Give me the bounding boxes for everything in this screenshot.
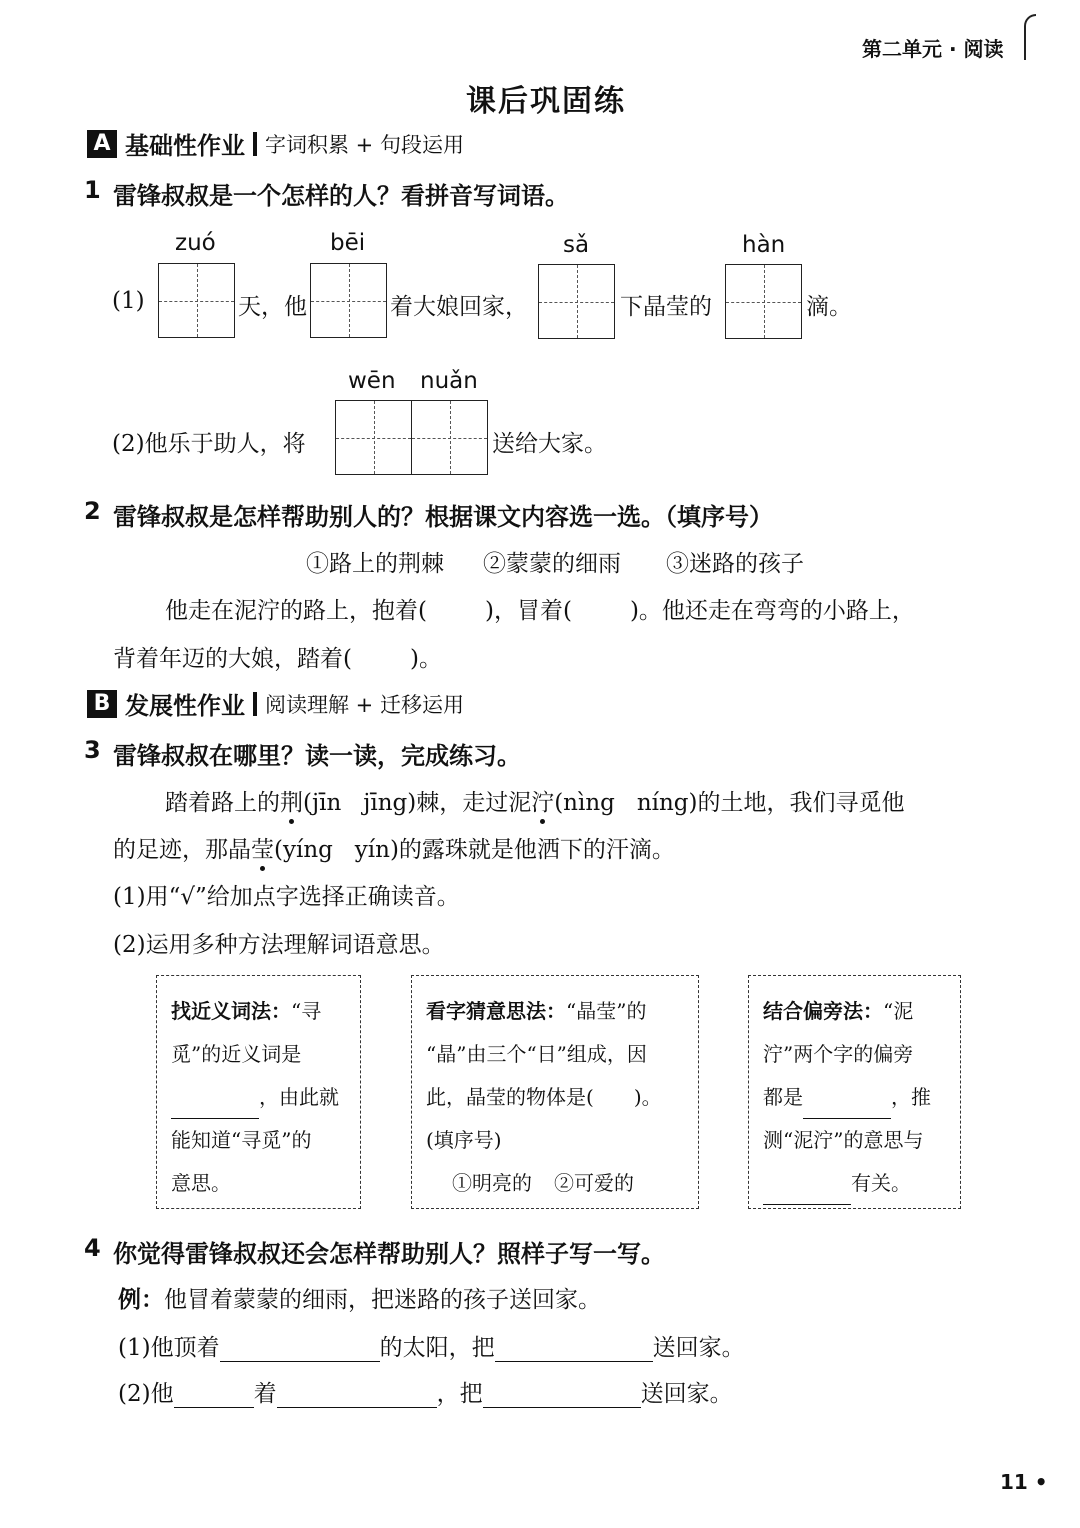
q3-number: 3 — [84, 736, 101, 764]
box3-blank-1[interactable] — [803, 1094, 891, 1119]
q2-line2-a: 背着年迈的大娘，踏着( — [113, 646, 352, 672]
method-box-guess — [411, 975, 699, 1209]
box3-l3b: ，推 — [891, 1085, 931, 1109]
q4-number: 4 — [84, 1234, 101, 1262]
section-b-sub: 阅读理解 + 迁移运用 — [265, 692, 464, 717]
q4-blank-3[interactable] — [174, 1383, 254, 1408]
q1-part2-label: (2)他乐于助人，将 — [112, 431, 306, 457]
q1-pinyin-4: hàn — [742, 232, 786, 258]
box3-l1: “泥 — [883, 999, 914, 1023]
q2-option-2: ②蒙蒙的细雨 — [483, 551, 621, 577]
q1-part1-label: (1) — [112, 288, 145, 314]
q1-pinyin-1: zuó — [175, 230, 216, 256]
q1-part1-text-3: 下晶莹的 — [620, 294, 712, 320]
q4-text: 你觉得雷锋叔叔还会怎样帮助别人？照样子写一写。 — [113, 1240, 665, 1268]
q3-passage1-a: 踏着路上的 — [165, 790, 280, 816]
corner-decoration — [1024, 14, 1036, 60]
q1-answer-box-1[interactable] — [158, 263, 235, 338]
box3-title: 结合偏旁法： — [763, 999, 883, 1023]
q1-part1-text-2: 着大娘回家， — [390, 294, 528, 320]
section-b-badge: B — [87, 690, 117, 718]
q3-passage1-b[interactable]: (jīn jīng)棘，走过泥 — [303, 790, 532, 816]
q1-pinyin-3: sǎ — [563, 232, 590, 258]
box1-l3: ，由此就 — [259, 1085, 339, 1109]
box3-l4: 测“泥泞”的意思与 — [763, 1128, 924, 1152]
q4-line1-a: (1)他顶着 — [118, 1335, 220, 1361]
box1-l5: 意思。 — [171, 1171, 231, 1195]
box2-l2: “晶”由三个“日”组成，因 — [426, 1042, 647, 1066]
box2-title: 看字猜意思法： — [426, 999, 566, 1023]
q2-line-1 — [165, 592, 915, 625]
q1-pinyin-2: bēi — [330, 230, 366, 256]
q3-sub-2: (2)运用多种方法理解词语意思。 — [113, 932, 445, 958]
q1-answer-box-2[interactable] — [310, 263, 387, 338]
q2-line2-b: )。 — [409, 646, 442, 672]
q3-passage1-c[interactable]: (nìng níng)的土地，我们寻觅他 — [554, 790, 905, 816]
q4-example-text: 他冒着蒙蒙的细雨，把迷路的孩子送回家。 — [164, 1287, 601, 1313]
q4-line2-d: 送回家。 — [640, 1381, 733, 1407]
box2-l3b: )。 — [633, 1085, 662, 1109]
q3-sub-1: (1)用“√”给加点字选择正确读音。 — [113, 884, 460, 910]
q3-dotted-char-1: 荆 — [280, 790, 303, 816]
q2-option-3: ③迷路的孩子 — [666, 551, 804, 577]
q4-example — [118, 1281, 601, 1314]
q3-text: 雷锋叔叔在哪里？读一读，完成练习。 — [113, 742, 521, 770]
q1-number: 1 — [84, 176, 101, 204]
q3-passage2-a: 的足迹，那晶 — [113, 837, 251, 863]
q4-line1-b: 的太阳，把 — [379, 1335, 495, 1361]
q1-text: 雷锋叔叔是一个怎样的人？看拼音写词语。 — [113, 182, 569, 210]
q1-answer-box-3[interactable] — [538, 264, 615, 339]
q1-pinyin-6: nuǎn — [420, 368, 478, 394]
q4-line1-c: 送回家。 — [652, 1335, 745, 1361]
q1-answer-box-6[interactable] — [411, 400, 488, 475]
box1-blank[interactable] — [171, 1094, 259, 1119]
section-divider — [253, 692, 257, 716]
box3-l2: 泞”两个字的偏旁 — [763, 1042, 914, 1066]
box3-l3a: 都是 — [763, 1085, 803, 1109]
method-box-synonym — [156, 975, 361, 1209]
q3-passage2-b[interactable]: (yíng yín)的露珠就是他洒下的汗滴。 — [274, 837, 675, 863]
q4-line2-c: ，把 — [436, 1381, 483, 1407]
q2-option-1: ①路上的荆棘 — [306, 551, 444, 577]
q1-part1-text-4: 滴。 — [806, 294, 852, 320]
q3-passage-line-1 — [165, 784, 905, 817]
q4-line-2 — [118, 1375, 733, 1408]
section-a-sub: 字词积累 + 句段运用 — [265, 132, 464, 157]
q1-part2-after: 送给大家。 — [492, 431, 607, 457]
q4-example-label: 例： — [118, 1286, 164, 1313]
page-title: 课后巩固练 — [466, 84, 626, 119]
box3-l5: 有关。 — [851, 1171, 911, 1195]
page-number: 11 • — [1000, 1470, 1048, 1494]
box2-opt1: ①明亮的 — [452, 1171, 532, 1195]
q2-line1-b: )，冒着( — [484, 598, 572, 624]
q2-text: 雷锋叔叔是怎样帮助别人的？根据课文内容选一选。（填序号） — [113, 503, 773, 531]
box1-l2: 觅”的近义词是 — [171, 1042, 302, 1066]
q3-dotted-char-3: 莹 — [251, 837, 274, 863]
q4-line2-a: (2)他 — [118, 1381, 174, 1407]
section-divider — [253, 132, 257, 156]
box2-l1: “晶莹”的 — [566, 999, 647, 1023]
unit-header: 第二单元 · 阅读 — [862, 37, 1004, 61]
q2-line-2 — [113, 640, 442, 673]
section-b-header — [87, 686, 464, 721]
box1-l1: “寻 — [291, 999, 322, 1023]
box2-l4: (填序号) — [426, 1128, 502, 1152]
q4-blank-1[interactable] — [220, 1337, 380, 1362]
q1-answer-box-4[interactable] — [725, 264, 802, 339]
box2-l3a: 此，晶莹的物体是( — [426, 1085, 594, 1109]
box2-opt2: ②可爱的 — [554, 1171, 634, 1195]
q4-line-1 — [118, 1329, 745, 1362]
q3-passage-line-2 — [113, 831, 675, 864]
section-a-header — [87, 126, 464, 161]
q1-part1-text-1: 天，他 — [238, 294, 307, 320]
q4-blank-2[interactable] — [495, 1337, 653, 1362]
q4-blank-5[interactable] — [483, 1383, 641, 1408]
q2-line1-c: )。他还走在弯弯的小路上， — [629, 598, 915, 624]
section-b-name: 发展性作业 — [125, 692, 245, 720]
q3-dotted-char-2: 泞 — [531, 790, 555, 816]
q1-answer-box-5[interactable] — [335, 400, 412, 475]
box3-blank-2[interactable] — [763, 1180, 851, 1205]
q2-number: 2 — [84, 497, 101, 525]
box1-l4: 能知道“寻觅”的 — [171, 1128, 312, 1152]
q2-line1-a: 他走在泥泞的路上，抱着( — [165, 598, 427, 624]
q4-blank-4[interactable] — [277, 1383, 437, 1408]
method-box-radical — [748, 975, 961, 1209]
q4-line2-b: 着 — [253, 1381, 277, 1407]
q1-pinyin-5: wēn — [348, 368, 396, 394]
section-a-name: 基础性作业 — [125, 132, 245, 160]
section-a-badge: A — [87, 130, 117, 158]
box1-title: 找近义词法： — [171, 999, 291, 1023]
